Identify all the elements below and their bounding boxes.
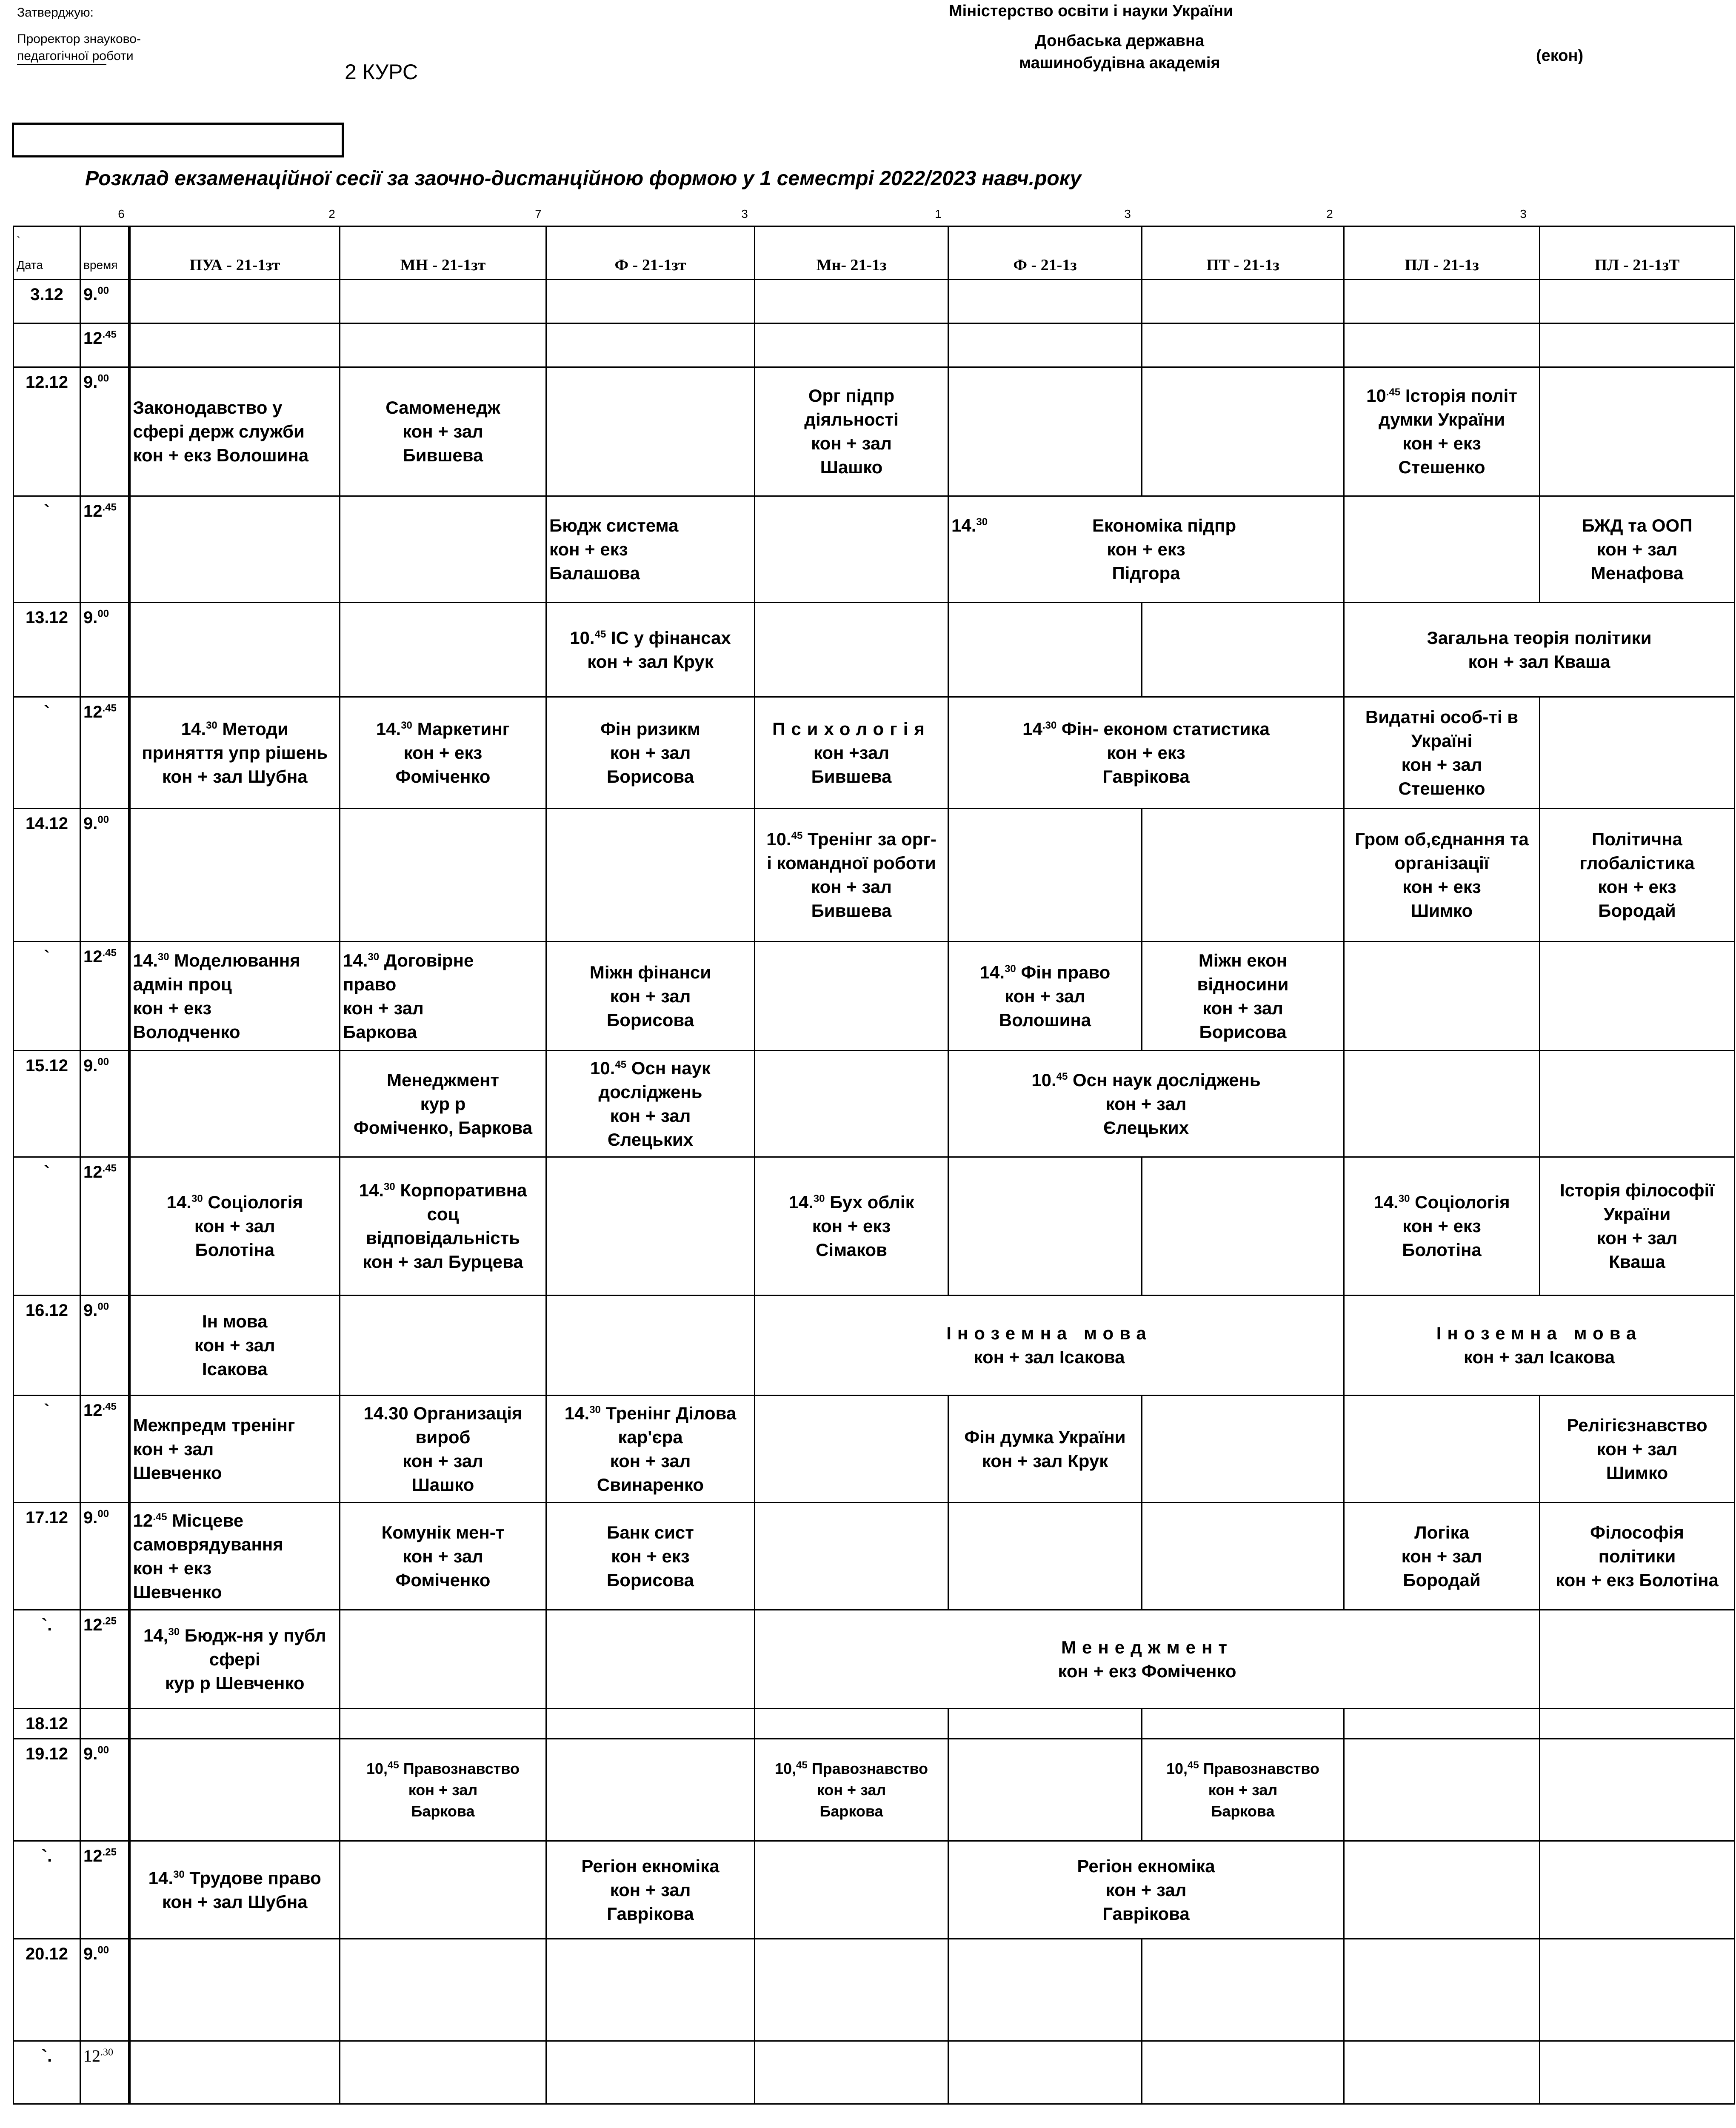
empty-cell [755,603,948,697]
empty-cell [546,1939,755,2041]
page-title: Розклад екзаменаційної сесії за заочно-дистанційною формою у 1 семестрі 2022/2023 навч.року [85,167,1082,190]
exam-cell: 14.30 Тренінг Ділова кар'єра кон + зал Свинаренко [546,1396,755,1503]
empty-cell [755,1503,948,1610]
table-row [14,809,1735,942]
blank-box [12,123,344,157]
empty-cell [129,1939,340,2041]
exam-cell: 14.30 Економіка підпр кон + екз Підгора [948,496,1344,603]
empty-cell [129,1739,340,1841]
group-count: 1 [935,207,942,220]
course-label: 2 КУРС [345,60,418,84]
time-header: время [80,226,129,280]
table-row [14,1610,1735,1709]
dept-label: (екон) [1536,47,1584,65]
exam-cell: Межпредм тренінг кон + зал Шевченко [129,1396,340,1503]
date-cell: ` [14,1157,80,1296]
time-cell: $12^{.45}$ [80,1157,129,1296]
table-row [14,2041,1735,2104]
time-cell: $12^{.25}$ [80,1610,129,1709]
prorector-label: Проректор знауково- педагогічної роботи [17,32,141,63]
date-cell: ` [14,1396,80,1503]
exam-cell: Загальна теорія політики кон + зал Кваша [1344,603,1735,697]
exam-cell: 14.30 Бух облік кон + екз Сімаков [755,1157,948,1296]
group-count: 3 [1124,207,1131,220]
time-cell: 9.00 [80,367,129,496]
exam-cell: Видатні особ-ті в Україні кон + зал Стешенко [1344,697,1540,809]
time-cell: $12^{.45}$ [80,942,129,1051]
time-cell: 9.00 [80,1939,129,2041]
empty-cell [129,809,340,942]
empty-cell [755,1841,948,1939]
table-row [14,1396,1735,1503]
empty-cell [546,2041,755,2104]
table-row [14,496,1735,603]
empty-cell [546,1157,755,1296]
empty-cell [1344,1739,1540,1841]
date-cell [14,323,80,367]
empty-cell [546,280,755,323]
empty-cell [1344,1709,1540,1739]
signature-line [17,64,106,65]
time-cell: 9.00 [80,1051,129,1157]
group-count: 3 [1520,207,1527,220]
group-count: 3 [741,207,748,220]
table-row [14,1051,1735,1157]
time-cell: $12^{.45}$ [80,496,129,603]
empty-cell [1540,1709,1735,1739]
time-cell [80,1709,129,1739]
empty-cell [948,323,1142,367]
date-cell: ` [14,697,80,809]
exam-cell: $10^{.45}$ Історія політ думки України кон + екз Стешенко [1344,367,1540,496]
time-cell: 9.00 [80,1739,129,1841]
date-cell: `. [14,1841,80,1939]
table-row [14,323,1735,367]
empty-cell [340,603,546,697]
empty-cell [948,2041,1142,2104]
exam-cell: 14.30 Маркетинг кон + екз Фоміченко [340,697,546,809]
table-row [14,367,1735,496]
empty-cell [1344,1939,1540,2041]
empty-cell [1142,1396,1344,1503]
date-cell: 15.12 [14,1051,80,1157]
empty-cell [948,603,1142,697]
group-count: 2 [1326,207,1333,220]
group-header: Ф - 21-1з [948,226,1142,280]
empty-cell [948,1739,1142,1841]
empty-cell [129,323,340,367]
exam-cell: Іноземна мова кон + зал Ісакова [1344,1296,1735,1396]
schedule-table [13,226,1735,2105]
empty-cell [1344,1051,1540,1157]
date-cell: 17.12 [14,1503,80,1610]
empty-cell [948,280,1142,323]
exam-cell: Регіон екномiка кон + зал Гаврікова [948,1841,1344,1939]
empty-cell [1344,1841,1540,1939]
empty-cell [1142,1709,1344,1739]
exam-cell: Менеджмент кур р Фоміченко, Баркова [340,1051,546,1157]
date-cell: 14.12 [14,809,80,942]
exam-cell: 14.30 Соціологія кон + екз Болотіна [1344,1157,1540,1296]
empty-cell [546,1610,755,1709]
empty-cell [1142,603,1344,697]
exam-cell: Самоменедж кон + зал Бившева [340,367,546,496]
empty-cell [1540,697,1735,809]
date-cell: 19.12 [14,1739,80,1841]
tick-mark: ` [17,235,21,248]
exam-cell: Релігієзнавство кон + зал Шимко [1540,1396,1735,1503]
date-cell: 3.12 [14,280,80,323]
empty-cell [340,1841,546,1939]
empty-cell [129,2041,340,2104]
exam-cell: 10,45 Правознавство кон + зал Баркова [755,1739,948,1841]
empty-cell [948,1157,1142,1296]
exam-cell: Бюдж система кон + екз Балашова [546,496,755,603]
empty-cell [948,1503,1142,1610]
exam-cell: 14,30 Бюдж-ня у публ сфері кур р Шевченко [129,1610,340,1709]
date-cell: 16.12 [14,1296,80,1396]
date-cell: ` [14,496,80,603]
time-cell: $12^{.25}$ [80,1841,129,1939]
empty-cell [1540,1841,1735,1939]
empty-cell [755,1709,948,1739]
exam-cell: Ін мова кон + зал Ісакова [129,1296,340,1396]
empty-cell [1540,2041,1735,2104]
time-cell: $12^{.45}$ [80,697,129,809]
empty-cell [1142,323,1344,367]
empty-cell [1344,1396,1540,1503]
exam-cell: Законодавство у сфері держ служби кон + екз Волошина [129,367,340,496]
empty-cell [1142,2041,1344,2104]
empty-cell [1344,496,1540,603]
group-header: ПЛ - 21-1зТ [1540,226,1735,280]
time-cell: $12^{.45}$ [80,323,129,367]
exam-cell: Політична глобалістика кон + екз Бородай [1540,809,1735,942]
exam-cell: БЖД та ООП кон + зал Менафова [1540,496,1735,603]
empty-cell [1540,280,1735,323]
exam-cell: 10.45 ІС у фінансах кон + зал Крук [546,603,755,697]
group-count: 6 [118,207,125,220]
empty-cell [1540,367,1735,496]
empty-cell [546,323,755,367]
exam-cell: 14.30 Моделювання адмін проц кон + екз Володченко [129,942,340,1051]
empty-cell [948,1709,1142,1739]
group-count: 7 [535,207,542,220]
empty-cell [948,809,1142,942]
exam-cell: Орг підпр діяльності кон + зал Шашко [755,367,948,496]
table-row [14,1841,1735,1939]
empty-cell [1540,1939,1735,2041]
empty-cell [546,367,755,496]
exam-cell: Історія філософії України кон + зал Кваша [1540,1157,1735,1296]
empty-cell [1142,809,1344,942]
exam-cell: Регіон екномiка кон + зал Гаврікова [546,1841,755,1939]
empty-cell [1344,280,1540,323]
empty-cell [1142,367,1344,496]
exam-cell: Міжн екон відносини кон + зал Борисова [1142,942,1344,1051]
empty-cell [129,496,340,603]
empty-cell [755,1939,948,2041]
empty-cell [340,1709,546,1739]
table-row [14,1296,1735,1396]
exam-cell: 10,45 Правознавство кон + зал Баркова [340,1739,546,1841]
empty-cell [1540,1610,1735,1709]
exam-cell: 10,45 Правознавство кон + зал Баркова [1142,1739,1344,1841]
empty-cell [948,367,1142,496]
empty-cell [755,1051,948,1157]
exam-cell: Фін думка України кон + зал Крук [948,1396,1142,1503]
exam-cell: Логіка кон + зал Бородай [1344,1503,1540,1610]
academy-label: Донбаська державна машинобудівна академія [1019,32,1220,72]
exam-cell: Банк сист кон + екз Борисова [546,1503,755,1610]
time-cell: 9.00 [80,1296,129,1396]
empty-cell [1344,2041,1540,2104]
exam-cell: Психологія кон +зал Бившева [755,697,948,809]
exam-cell: 14.30 Организація вироб кон + зал Шашко [340,1396,546,1503]
empty-cell [340,280,546,323]
date-cell: 13.12 [14,603,80,697]
empty-cell [129,1709,340,1739]
time-cell: 9.00 [80,603,129,697]
group-header: МН - 21-1зт [340,226,546,280]
header-row [14,226,1735,280]
group-header: Ф - 21-1зт [546,226,755,280]
table-row [14,1739,1735,1841]
time-cell: $12^{.30}$ [80,2041,129,2104]
empty-cell [1142,1503,1344,1610]
date-header [14,226,80,280]
table-row [14,1503,1735,1610]
table-row [14,1157,1735,1296]
empty-cell [1142,280,1344,323]
empty-cell [1344,323,1540,367]
exam-cell: $14^{.30}$ Фін- економ статистика кон + екз Гаврікова [948,697,1344,809]
exam-cell: 14.30 Методи приняття упр рішень кон + зал Шубна [129,697,340,809]
empty-cell [1142,1939,1344,2041]
empty-cell [948,1939,1142,2041]
exam-cell: 10.45 Осн наук досліджень кон + зал Єлецьких [546,1051,755,1157]
group-header: ПУА - 21-1зт [129,226,340,280]
exam-cell: 14.30 Корпоративна соц відповідальність кон + зал Бурцева [340,1157,546,1296]
exam-cell: Фін ризикм кон + зал Борисова [546,697,755,809]
exam-cell: 10.45 Тренінг за орг- і командної роботи кон + зал Бившева [755,809,948,942]
empty-cell [340,323,546,367]
empty-cell [129,603,340,697]
ministry-label: Міністерство освіти і науки України [949,2,1233,20]
table-row [14,280,1735,323]
empty-cell [129,1051,340,1157]
empty-cell [1540,323,1735,367]
date-cell: ` [14,942,80,1051]
exam-cell: Менеджмент кон + екз Фоміченко [755,1610,1540,1709]
date-cell: 20.12 [14,1939,80,2041]
empty-cell [755,942,948,1051]
empty-cell [340,2041,546,2104]
approve-label: Затверджую: [17,6,94,20]
empty-cell [755,280,948,323]
empty-cell [755,2041,948,2104]
table-row [14,603,1735,697]
table-row [14,1939,1735,2041]
empty-cell [755,1396,948,1503]
time-cell: 9.00 [80,280,129,323]
empty-cell [755,323,948,367]
empty-cell [1540,1739,1735,1841]
empty-cell [129,280,340,323]
table-row [14,697,1735,809]
exam-cell: Гром об,єднання та організації кон + екз Шимко [1344,809,1540,942]
time-cell: 9.00 [80,809,129,942]
date-header-label: Дата [17,258,43,272]
group-header: ПЛ - 21-1з [1344,226,1540,280]
group-count: 2 [328,207,335,220]
exam-cell: 10.45 Осн наук досліджень кон + зал Єлецьких [948,1051,1344,1157]
empty-cell [340,496,546,603]
empty-cell [546,1709,755,1739]
date-cell: 12.12 [14,367,80,496]
exam-cell: 14.30 Фін право кон + зал Волошина [948,942,1142,1051]
exam-cell: Комунік мен-т кон + зал Фоміченко [340,1503,546,1610]
exam-cell: Іноземна мова кон + зал Ісакова [755,1296,1344,1396]
empty-cell [340,809,546,942]
empty-cell [546,809,755,942]
empty-cell [1142,1157,1344,1296]
empty-cell [546,1296,755,1396]
exam-cell: Філософія політики кон + екз Болотіна [1540,1503,1735,1610]
exam-cell: 14.30 Трудове право кон + зал Шубна [129,1841,340,1939]
exam-cell: Міжн фінанси кон + зал Борисова [546,942,755,1051]
time-cell: $12^{.45}$ [80,1396,129,1503]
date-cell: 18.12 [14,1709,80,1739]
empty-cell [1540,1051,1735,1157]
group-header: ПТ - 21-1з [1142,226,1344,280]
empty-cell [340,1610,546,1709]
empty-cell [340,1939,546,2041]
empty-cell [1540,942,1735,1051]
empty-cell [755,496,948,603]
table-row [14,1709,1735,1739]
empty-cell [1344,942,1540,1051]
group-header: Мн- 21-1з [755,226,948,280]
exam-cell: 14.30 Договірне право кон + зал Баркова [340,942,546,1051]
date-cell: `. [14,1610,80,1709]
time-cell: 9.00 [80,1503,129,1610]
exam-cell: $12^{.45}$ Місцеве самоврядування кон + екз Шевченко [129,1503,340,1610]
date-cell: `. [14,2041,80,2104]
empty-cell [546,1739,755,1841]
empty-cell [340,1296,546,1396]
exam-cell: 14.30 Соціологія кон + зал Болотіна [129,1157,340,1296]
table-row [14,942,1735,1051]
